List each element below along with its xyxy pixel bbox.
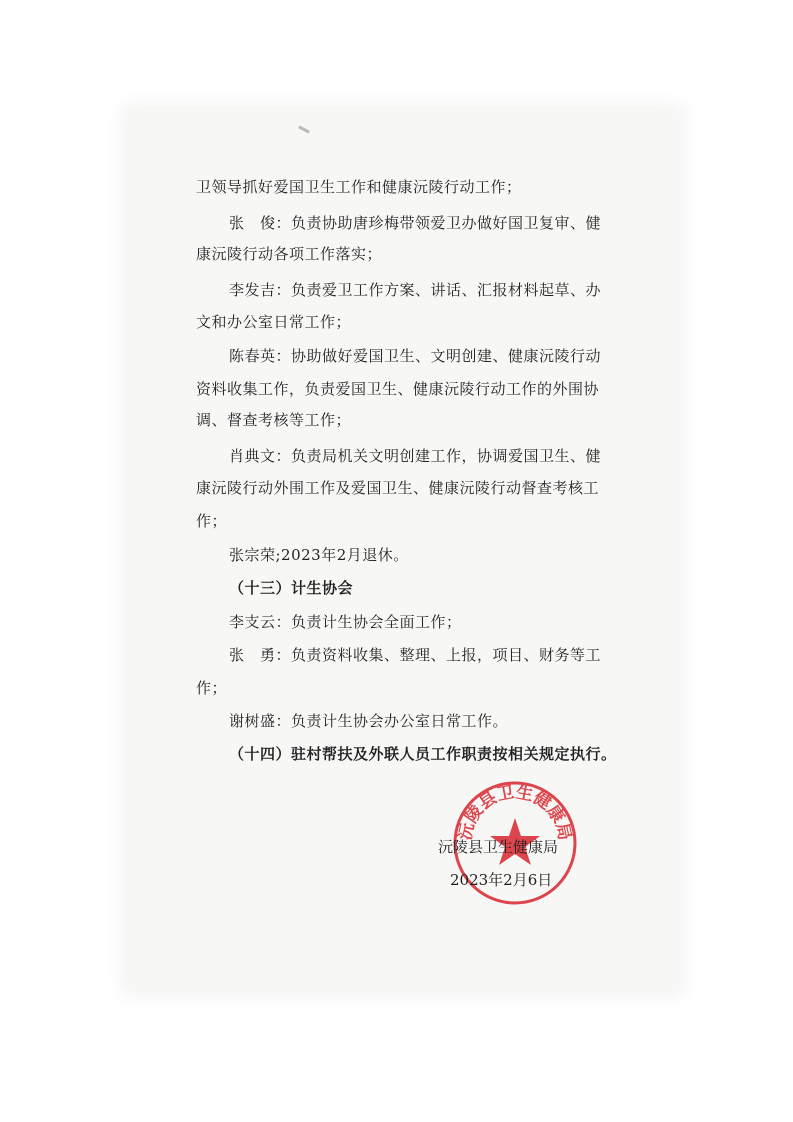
signature-organization: 沅陵县卫生健康局 xyxy=(438,838,559,856)
body-line: 李发吉：负责爱卫工作方案、讲话、汇报材料起草、办 xyxy=(229,281,602,299)
body-line: 作； xyxy=(196,512,228,530)
body-line: 调、督查考核等工作； xyxy=(196,411,352,429)
section-heading: （十四）驻村帮扶及外联人员工作职责按相关规定执行。 xyxy=(229,745,617,763)
signature-date: 2023年2月6日 xyxy=(450,871,553,889)
body-line: 张 俊：负责协助唐珍梅带领爱卫办做好国卫复审、健 xyxy=(229,214,602,232)
body-line: 康沅陵行动各项工作落实； xyxy=(196,245,383,263)
body-line: 文和办公室日常工作； xyxy=(196,313,352,331)
body-line: 陈春英：协助做好爱国卫生、文明创建、健康沅陵行动 xyxy=(229,347,602,365)
body-line: 卫领导抓好爱国卫生工作和健康沅陵行动工作； xyxy=(196,178,522,196)
body-line: 康沅陵行动外围工作及爱国卫生、健康沅陵行动督查考核工 xyxy=(196,479,600,497)
body-line: 李支云：负责计生协会全面工作； xyxy=(229,613,462,631)
body-line: 谢树盛：负责计生协会办公室日常工作。 xyxy=(229,712,509,730)
seal-text: 沅陵县卫生健康局 xyxy=(455,782,575,843)
body-line: 张宗荣;2023年2月退休。 xyxy=(229,546,409,564)
body-line: 肖典文：负责局机关文明创建工作，协调爱国卫生、健 xyxy=(229,447,602,465)
body-line: 作； xyxy=(196,679,228,697)
body-line: 资料收集工作，负责爱国卫生、健康沅陵行动工作的外围协 xyxy=(196,380,600,398)
section-heading: （十三）计生协会 xyxy=(229,579,354,597)
body-line: 张 勇：负责资料收集、整理、上报，项目、财务等工 xyxy=(229,646,602,664)
